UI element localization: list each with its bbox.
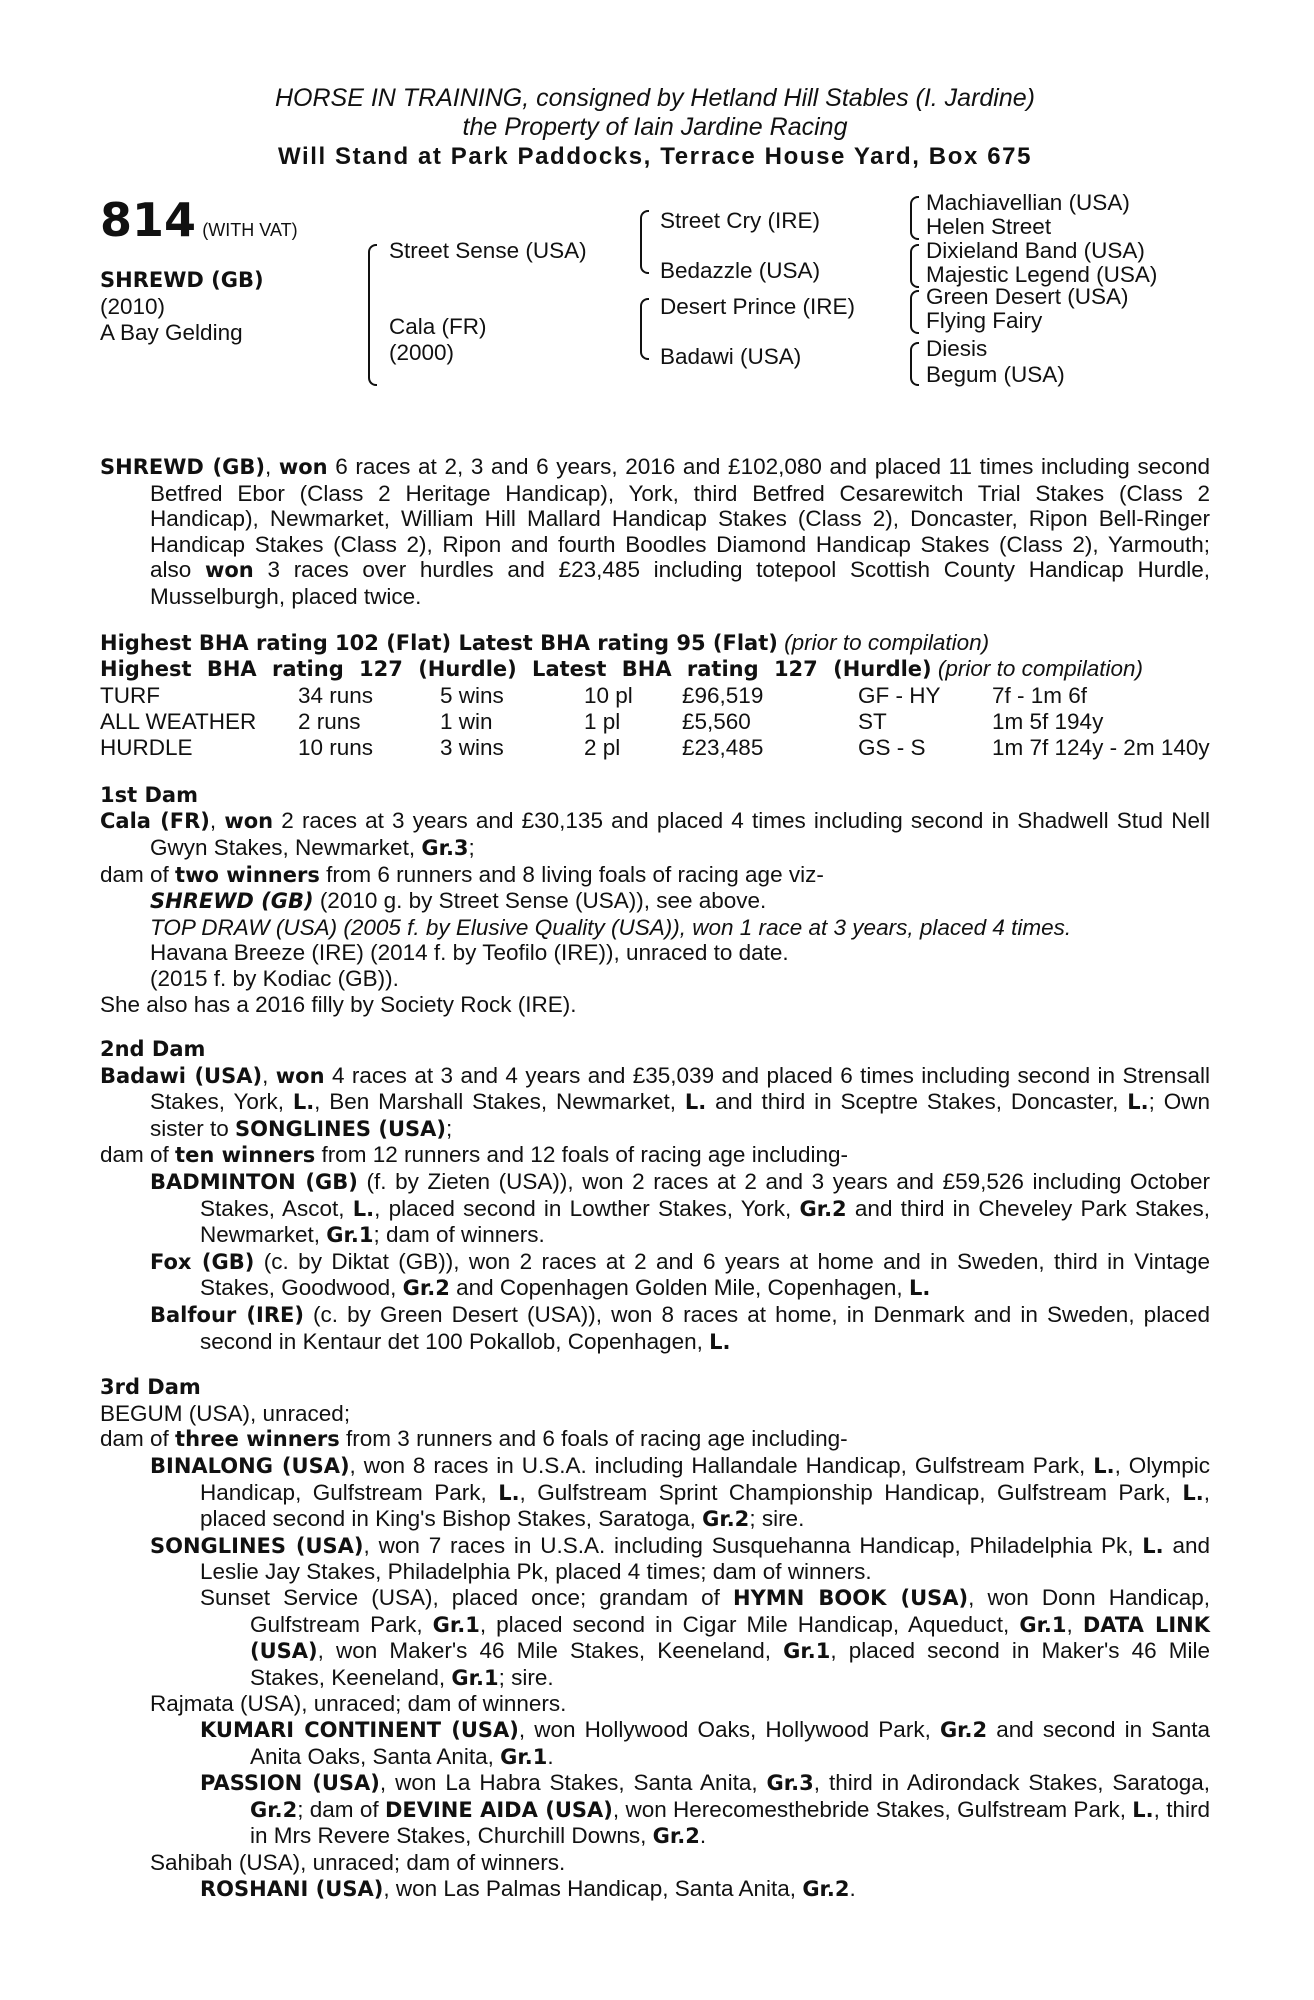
stats-cell: £96,519 xyxy=(682,682,764,708)
foal-entry: Sahibah (USA), unraced; dam of winners. xyxy=(150,1849,566,1875)
first-dam-section xyxy=(100,783,1210,1017)
stats-cell: ST xyxy=(858,708,887,734)
third-dam-section xyxy=(100,1375,1210,1902)
ped-dd-dam: Begum (USA) xyxy=(926,362,1065,387)
pedigree-brace xyxy=(910,244,919,288)
horse-description: A Bay Gelding xyxy=(100,320,243,345)
foal-entry: KUMARI CONTINENT (USA), won Hollywood Oaks, Hollywood Park, Gr.2 and second in Santa Anita Oaks, Santa Anita, Gr.1. xyxy=(200,1716,1210,1769)
ratings xyxy=(100,630,1210,683)
foal-entry: Rajmata (USA), unraced; dam of winners. xyxy=(150,1691,567,1717)
pedigree-brace xyxy=(910,290,919,334)
stats-cell: TURF xyxy=(100,682,160,708)
foal-entry: Fox (GB) (c. by Diktat (GB)), won 2 races at 2 and 6 years at home and in Sweden, third in Vintage Stakes, Goodwood, Gr.2 and Copenhagen Golden Mile, Copenhagen, L. xyxy=(150,1248,1210,1301)
ped-sire-dam: Bedazzle (USA) xyxy=(660,258,821,283)
foal-entry: BADMINTON (GB) (f. by Zieten (USA)), won 2 races at 2 and 3 years and £59,526 including October Stakes, Ascot, L., placed second in Lowther Stakes, York, Gr.2 and third in Cheveley Park Stakes, Newmarket, Gr.1; dam of winners. xyxy=(150,1169,1211,1248)
ped-sd-sire: Dixieland Band (USA) xyxy=(926,238,1145,263)
second-dam-produce: dam of ten winners from 12 runners and 12 foals of racing age including- xyxy=(100,1142,849,1168)
ped-dam-year: (2000) xyxy=(389,340,455,365)
pedigree-brace xyxy=(640,210,649,274)
stats-cell: 10 runs xyxy=(298,734,374,760)
third-dam-record: BEGUM (USA), unraced; xyxy=(100,1400,351,1426)
ped-sd-dam: Majestic Legend (USA) xyxy=(926,262,1158,287)
ped-sire-sire: Street Cry (IRE) xyxy=(660,208,821,233)
foal-entry: (2015 f. by Kodiac (GB)). xyxy=(150,965,399,991)
ped-ds-dam: Flying Fairy xyxy=(926,308,1043,333)
pedigree-block xyxy=(100,190,1210,442)
ped-dd-sire: Diesis xyxy=(926,336,988,361)
stats-cell: ALL WEATHER xyxy=(100,708,257,734)
stats-cell: 2 pl xyxy=(584,734,621,760)
pedigree-brace xyxy=(910,196,919,240)
foal-entry: TOP DRAW (USA) (2005 f. by Elusive Quality (USA)), won 1 race at 3 years, placed 4 times. xyxy=(150,914,1072,940)
record-text: 6 races at 2, 3 and 6 years, 2016 and £102,080 and placed 11 times including second Betfred Ebor (Class 2 Heritage Handicap), York, third Betfred Cesarewitch Trial Stakes (Class 2 Handicap), Newmarket, William Hill Mallard Handicap Stakes (Class 2), Doncaster, Ripon Bell-Ringer Handicap Stakes (Class 2), Ripon and fourth Boodles Diamond Handicap Stakes (Class 2), Yarmouth; also xyxy=(150,454,1211,583)
stats-cell: HURDLE xyxy=(100,734,193,760)
horse-year: (2010) xyxy=(100,294,166,319)
record-horse-name: SHREWD (GB) xyxy=(100,455,265,479)
foal-entry: Sunset Service (USA), placed once; grandam of HYMN BOOK (USA), won Donn Handicap, Gulfstream Park, Gr.1, placed second in Cigar Mile Handicap, Aqueduct, Gr.1, DATA LINK (USA), won Maker's 46 Mile Stakes, Keeneland, Gr.1, placed second in Maker's 46 Mile Stakes, Keeneland, Gr.1; sire. xyxy=(200,1584,1211,1690)
second-dam-record: Badawi (USA), won 4 races at 3 and 4 years and £35,039 and placed 6 times including second in Strensall Stakes, York, L., Ben Marshall Stakes, Newmarket, L. and third in Sceptre Stakes, Doncaster, L.; Own sister to SONGLINES (USA); xyxy=(100,1062,1210,1141)
stats-cell: 1m 7f 124y - 2m 140y xyxy=(992,734,1210,760)
foal-entry: ROSHANI (USA), won Las Palmas Handicap, Santa Anita, Gr.2. xyxy=(200,1875,856,1901)
stats-cell: 1 pl xyxy=(584,708,621,734)
stats-cell: GS - S xyxy=(858,734,926,760)
horse-name: SHREWD (GB) xyxy=(100,268,264,292)
stats-cell: 7f - 1m 6f xyxy=(992,682,1088,708)
stats-cell: 1m 5f 194y xyxy=(992,708,1104,734)
foal-entry: BINALONG (USA), won 8 races in U.S.A. including Hallandale Handicap, Gulfstream Park, L., Olympic Handicap, Gulfstream Park, L., Gulfstream Sprint Championship Handicap, Gulfstream Park, L., placed second in King's Bishop Stakes, Saratoga, Gr.2; sire. xyxy=(150,1453,1210,1532)
second-dam-section xyxy=(100,1037,1210,1355)
stats-cell: 2 runs xyxy=(298,708,361,734)
ped-sire: Street Sense (USA) xyxy=(389,238,587,263)
section-heading: 2nd Dam xyxy=(100,1037,206,1062)
section-heading: 3rd Dam xyxy=(100,1375,201,1400)
foal-entry: SONGLINES (USA), won 7 races in U.S.A. including Susquehanna Handicap, Philadelphia Pk, L. and Leslie Jay Stakes, Philadelphia Pk, placed 4 times; dam of winners. xyxy=(150,1532,1211,1585)
first-dam-produce: dam of two winners from 6 runners and 8 living foals of racing age viz- xyxy=(100,861,824,887)
stats-cell: 5 wins xyxy=(440,682,504,708)
stats-cell: 3 wins xyxy=(440,734,504,760)
first-dam-also: She also has a 2016 filly by Society Rock (IRE). xyxy=(100,991,577,1017)
foal-entry: SHREWD (GB) (2010 g. by Street Sense (USA)), see above. xyxy=(150,888,767,914)
won-label: won xyxy=(204,558,254,583)
pedigree-brace xyxy=(640,298,649,360)
stats-table xyxy=(100,683,1210,763)
section-heading: 1st Dam xyxy=(100,782,198,807)
ped-dam: Cala (FR) xyxy=(389,314,487,339)
header-consignor: HORSE IN TRAINING, consigned by Hetland Hill Stables (I. Jardine) xyxy=(275,84,1035,112)
catalogue-page xyxy=(100,84,1211,1901)
stats-cell: 34 runs xyxy=(298,682,374,708)
stats-cell: 1 win xyxy=(440,708,493,734)
ped-ss-dam: Helen Street xyxy=(926,214,1052,239)
stats-cell: £23,485 xyxy=(682,734,764,760)
rating-flat: Highest BHA rating 102 (Flat) Latest BHA rating 95 (Flat) (prior to compilation) xyxy=(100,629,990,655)
stats-cell: 10 pl xyxy=(584,682,633,708)
foal-entry: Balfour (IRE) (c. by Green Desert (USA)), won 8 races at home, in Denmark and in Sweden, placed second in Kentaur det 100 Pokallob, Copenhagen, L. xyxy=(150,1302,1210,1354)
foal-entry: Havana Breeze (IRE) (2014 f. by Teofilo (IRE)), unraced to date. xyxy=(150,940,789,966)
record-text: 3 races over hurdles and £23,485 including totepool Scottish County Handicap Hurdle, Musselburgh, placed twice. xyxy=(150,557,1210,609)
lot-number: 814 xyxy=(100,193,197,247)
body-text xyxy=(100,454,1210,1902)
stats-cell: £5,560 xyxy=(682,708,751,734)
ped-ds-sire: Green Desert (USA) xyxy=(926,284,1129,309)
pedigree-brace xyxy=(368,244,377,386)
vat-note: (WITH VAT) xyxy=(202,220,298,240)
ped-dam-sire: Desert Prince (IRE) xyxy=(660,294,856,319)
ped-ss-sire: Machiavellian (USA) xyxy=(926,190,1130,215)
third-dam-produce: dam of three winners from 3 runners and 6 foals of racing age including- xyxy=(100,1426,848,1452)
ped-dam-dam: Badawi (USA) xyxy=(660,344,802,369)
rating-hurdle: Highest BHA rating 127 (Hurdle) Latest BHA rating 127 (Hurdle) (prior to compilation) xyxy=(100,656,1143,682)
pedigree-brace xyxy=(910,342,919,386)
stats-cell: GF - HY xyxy=(858,682,941,708)
race-record: SHREWD (GB), won 6 races at 2, 3 and 6 years, 2016 and £102,080 and placed 11 times including second Betfred Ebor (Class 2 Heritage Handicap), York, third Betfred Cesarewitch Trial Stakes (Class 2 Handicap), Newmarket, William Hill Mallard Handicap Stakes (Class 2), Doncaster, Ripon Bell-Ringer Handicap Stakes (Class 2), Ripon and fourth Boodles Diamond Handicap Stakes (Class 2), Yarmouth; also won 3 races over hurdles and £23,485 including totepool Scottish County Handicap Hurdle, Musselburgh, placed twice. xyxy=(100,454,1211,609)
first-dam-record: Cala (FR), won 2 races at 3 years and £30,135 and placed 4 times including second in Shadwell Stud Nell Gwyn Stakes, Newmarket, Gr.3; xyxy=(100,808,1210,860)
won-label: won xyxy=(278,455,328,479)
foal-entry: PASSION (USA), won La Habra Stakes, Santa Anita, Gr.3, third in Adirondack Stakes, Saratoga, Gr.2; dam of DEVINE AIDA (USA), won Herecomesthebride Stakes, Gulfstream Park, L., third in Mrs Revere Stakes, Churchill Downs, Gr.2. xyxy=(200,1770,1210,1849)
header-location: Will Stand at Park Paddocks, Terrace House Yard, Box 675 xyxy=(277,143,1033,170)
header-property: the Property of Iain Jardine Racing xyxy=(462,113,848,141)
